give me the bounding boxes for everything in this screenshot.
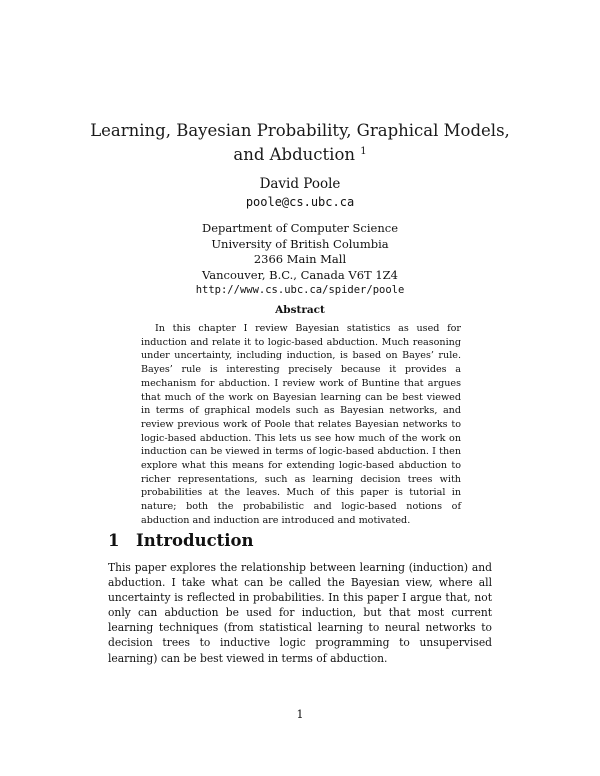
title-footnote-mark: 1 xyxy=(360,146,367,157)
author-email: poole@cs.ubc.ca xyxy=(245,195,355,209)
affiliation-university: University of British Columbia xyxy=(211,236,389,251)
abstract-heading: Abstract xyxy=(275,304,325,316)
section-heading xyxy=(108,531,254,551)
paper-title xyxy=(80,120,520,165)
affiliation-block xyxy=(0,221,600,299)
intro-paragraph: This paper explores the relationship between learning (induction) and abduction. I take what can be called the Bayesian view, where all uncertainty is reflected in probabilities. In this paper I argue that, not only can abduction be used for induction, but that most current learning techniques (from statistical learning to neural networks to decision trees to inductive logic programming to unsupervised learning) can be best viewed in terms of abduction. xyxy=(108,561,492,665)
section-title: Introduction xyxy=(136,531,254,550)
affiliation-street: 2366 Main Mall xyxy=(253,252,347,266)
affiliation-city: Vancouver, B.C., Canada V6T 1Z4 xyxy=(202,267,398,282)
affiliation-url: http://www.cs.ubc.ca/spider/poole xyxy=(195,284,405,296)
page-number: 1 xyxy=(296,708,304,721)
author-name: David Poole xyxy=(259,176,341,192)
section-number: 1 xyxy=(108,531,120,550)
affiliation-department: Department of Computer Science xyxy=(201,221,399,235)
abstract-text: In this chapter I review Bayesian statistics as used for induction and relate it to logic-based abduction. Much reasoning under uncertainty, including induction, is based on Bayes’ rule. Bayes’ rule is interesting precisely because it provides a mechanism for abduction. I review work of Buntine that argues that much of the work on Bayesian learning can be best viewed in terms of graphical models such as Bayesian networks, and review previous work of Poole that relates Bayesian networks to logic-based abduction. This lets us see how much of the work on induction can be viewed in terms of logic-based abduction. I then explore what this means for extending logic-based abduction to richer representations, such as learning decision trees with probabilities at the leaves. Much of this paper is tutorial in nature; both the probabilistic and logic-based notions of abduction and induction are introduced and motivated. xyxy=(141,323,461,526)
paper-title-text: Learning, Bayesian Probability, Graphical Models, and Abduction xyxy=(90,121,510,164)
